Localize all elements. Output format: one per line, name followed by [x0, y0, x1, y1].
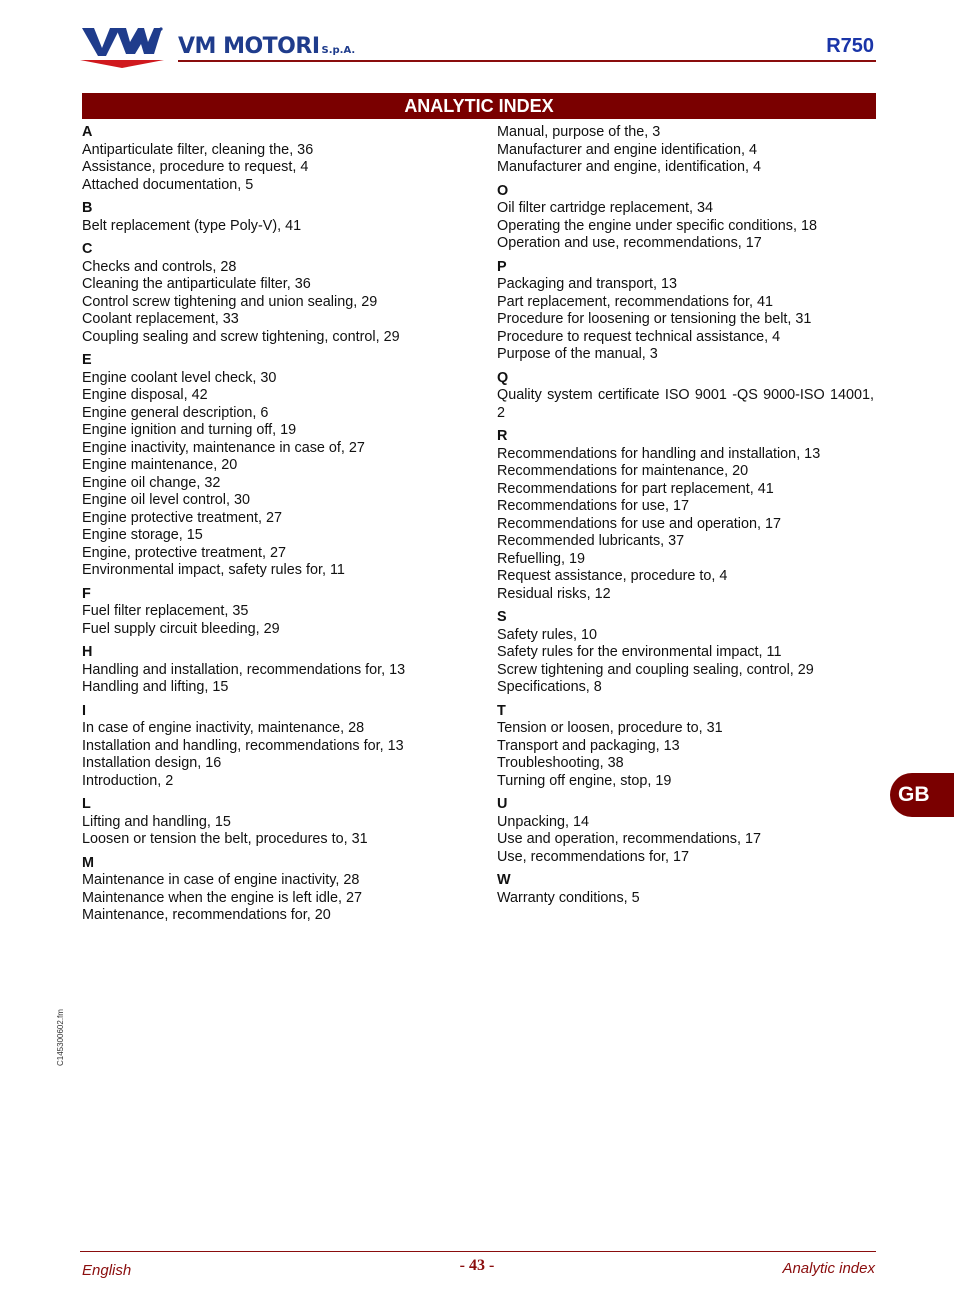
- index-section: [82, 796, 472, 849]
- brand-name: [178, 34, 355, 59]
- index-section: [497, 428, 874, 603]
- index-entry: Handling and lifting, 15: [82, 679, 229, 695]
- page-title: ANALYTIC INDEX: [82, 93, 876, 119]
- index-entry: Introduction, 2: [82, 772, 174, 789]
- index-entry: Environmental impact, safety rules for, 11: [82, 562, 345, 578]
- index-entry: Manual, purpose of the, 3: [497, 124, 661, 140]
- index-entry: Engine protective treatment, 27: [82, 509, 282, 526]
- index-entry: Engine oil change, 32: [82, 474, 221, 491]
- section-letter: W: [497, 872, 511, 888]
- index-section: [497, 609, 874, 697]
- index-entry: Coolant replacement, 33: [82, 311, 239, 327]
- index-section: [497, 259, 874, 364]
- section-letter: M: [82, 854, 94, 871]
- index-entry: Recommended lubricants, 37: [497, 533, 685, 549]
- section-letter: A: [82, 124, 93, 140]
- page-number: - 43 -: [459, 1257, 495, 1274]
- section-letter: H: [82, 644, 93, 660]
- index-entry: Warranty conditions, 5: [497, 889, 640, 906]
- section-letter: U: [497, 796, 508, 812]
- footer-language: English: [82, 1262, 132, 1279]
- index-entry: Use and operation, recommendations, 17: [497, 831, 761, 847]
- index-entry: Belt replacement (type Poly-V), 41: [82, 217, 302, 234]
- index-entry: Unpacking, 14: [497, 813, 590, 830]
- section-letter: O: [497, 182, 509, 199]
- index-entry: Loosen or tension the belt, procedures to, 31: [82, 831, 368, 847]
- index-entry: Turning off engine, stop, 19: [497, 772, 672, 789]
- file-code: C145300602.fm: [56, 1009, 65, 1066]
- section-letter: P: [497, 258, 507, 275]
- index-section: [82, 124, 472, 194]
- index-entry: Screw tightening and coupling sealing, control, 29: [497, 661, 814, 678]
- index-entry: Operation and use, recommendations, 17: [497, 235, 762, 251]
- page-header: [0, 0, 954, 90]
- index-column-left: [82, 124, 472, 931]
- index-section: [497, 796, 874, 866]
- index-entry: Troubleshooting, 38: [497, 755, 624, 771]
- index-section: [497, 703, 874, 791]
- index-section: [497, 183, 874, 253]
- index-column-right: [497, 124, 874, 913]
- section-letter: L: [82, 796, 91, 812]
- index-entry: Control screw tightening and union sealing, 29: [82, 293, 378, 310]
- footer-section: Analytic index: [782, 1260, 875, 1277]
- brand-suffix: S.p.A.: [321, 45, 356, 56]
- index-entry: Maintenance in case of engine inactivity, 28: [82, 872, 360, 888]
- index-entry: Manufacturer and engine, identification, 4: [497, 159, 761, 175]
- index-entry: Procedure for loosening or tensioning the belt, 31: [497, 311, 812, 327]
- index-section: [82, 703, 472, 791]
- index-entry: Checks and controls, 28: [82, 258, 237, 275]
- index-entry: Handling and installation, recommendations for, 13: [82, 661, 406, 678]
- index-entry: Use, recommendations for, 17: [497, 848, 689, 865]
- index-entry: Engine general description, 6: [82, 404, 269, 421]
- index-entry: Assistance, procedure to request, 4: [82, 159, 309, 175]
- index-entry: Recommendations for maintenance, 20: [497, 463, 749, 479]
- index-entry: Lifting and handling, 15: [82, 813, 231, 830]
- section-letter: Q: [497, 369, 509, 386]
- section-letter: C: [82, 241, 93, 257]
- index-entry: Part replacement, recommendations for, 41: [497, 293, 773, 310]
- index-entry: Engine storage, 15: [82, 527, 203, 543]
- index-section: [82, 200, 472, 235]
- index-entry: Residual risks, 12: [497, 585, 611, 602]
- index-entry: Procedure to request technical assistance, 4: [497, 328, 781, 345]
- section-letter: I: [82, 702, 86, 719]
- index-entry: Engine oil level control, 30: [82, 492, 250, 508]
- index-section: [497, 124, 874, 177]
- index-section: [497, 370, 874, 423]
- index-entry: Tension or loosen, procedure to, 31: [497, 720, 723, 736]
- footer-divider: [80, 1251, 876, 1252]
- section-letter: B: [82, 200, 93, 216]
- index-entry: Operating the engine under specific conditions, 18: [497, 217, 818, 234]
- index-entry: Installation and handling, recommendations for, 13: [82, 737, 404, 754]
- section-letter: R: [497, 428, 508, 444]
- index-entry: Engine ignition and turning off, 19: [82, 422, 297, 438]
- index-entry: Engine maintenance, 20: [82, 457, 238, 473]
- index-entry: Recommendations for use and operation, 17: [497, 515, 781, 532]
- index-section: [82, 352, 472, 580]
- brand-name-text: VM MOTORI: [178, 34, 320, 59]
- index-entry: Quality system certificate ISO 9001 -QS 9000-ISO 14001, 2: [497, 387, 874, 421]
- language-tab: GB: [890, 773, 954, 817]
- index-entry: In case of engine inactivity, maintenance, 28: [82, 720, 365, 736]
- index-entry: Engine coolant level check, 30: [82, 369, 277, 386]
- index-entry: Engine disposal, 42: [82, 387, 208, 403]
- index-entry: Specifications, 8: [497, 679, 602, 695]
- index-entry: Safety rules for the environmental impact, 11: [497, 644, 782, 660]
- model-name: R750: [826, 35, 874, 57]
- section-letter: T: [497, 702, 506, 719]
- index-section: [82, 855, 472, 925]
- header-divider: [178, 60, 876, 62]
- section-letter: S: [497, 609, 507, 625]
- index-entry: Fuel filter replacement, 35: [82, 603, 249, 619]
- index-entry: Engine inactivity, maintenance in case of, 27: [82, 439, 365, 456]
- index-entry: Safety rules, 10: [497, 626, 597, 643]
- index-entry: Installation design, 16: [82, 755, 222, 771]
- section-letter: E: [82, 352, 92, 368]
- index-entry: Cleaning the antiparticulate filter, 36: [82, 276, 311, 292]
- index-entry: Recommendations for use, 17: [497, 498, 689, 514]
- section-letter: F: [82, 585, 91, 602]
- index-section: [82, 241, 472, 346]
- index-section: [82, 644, 472, 697]
- index-entry: Oil filter cartridge replacement, 34: [497, 200, 713, 216]
- index-entry: Recommendations for part replacement, 41: [497, 480, 774, 497]
- vm-logo-icon: [80, 26, 164, 70]
- index-entry: Manufacturer and engine identification, 4: [497, 141, 758, 158]
- index-entry: Antiparticulate filter, cleaning the, 36: [82, 141, 314, 158]
- index-entry: Request assistance, procedure to, 4: [497, 568, 728, 584]
- index-entry: Coupling sealing and screw tightening, control, 29: [82, 328, 400, 345]
- index-entry: Fuel supply circuit bleeding, 29: [82, 620, 280, 637]
- index-entry: Maintenance when the engine is left idle, 27: [82, 889, 363, 906]
- index-entry: Maintenance, recommendations for, 20: [82, 907, 331, 923]
- index-entry: Purpose of the manual, 3: [497, 346, 658, 362]
- index-section: [497, 872, 874, 907]
- index-entry: Attached documentation, 5: [82, 176, 254, 193]
- index-entry: Transport and packaging, 13: [497, 737, 680, 754]
- index-section: [82, 586, 472, 639]
- index-entry: Recommendations for handling and installation, 13: [497, 445, 821, 462]
- index-entry: Packaging and transport, 13: [497, 276, 678, 292]
- index-entry: Engine, protective treatment, 27: [82, 544, 286, 561]
- index-entry: Refuelling, 19: [497, 550, 586, 567]
